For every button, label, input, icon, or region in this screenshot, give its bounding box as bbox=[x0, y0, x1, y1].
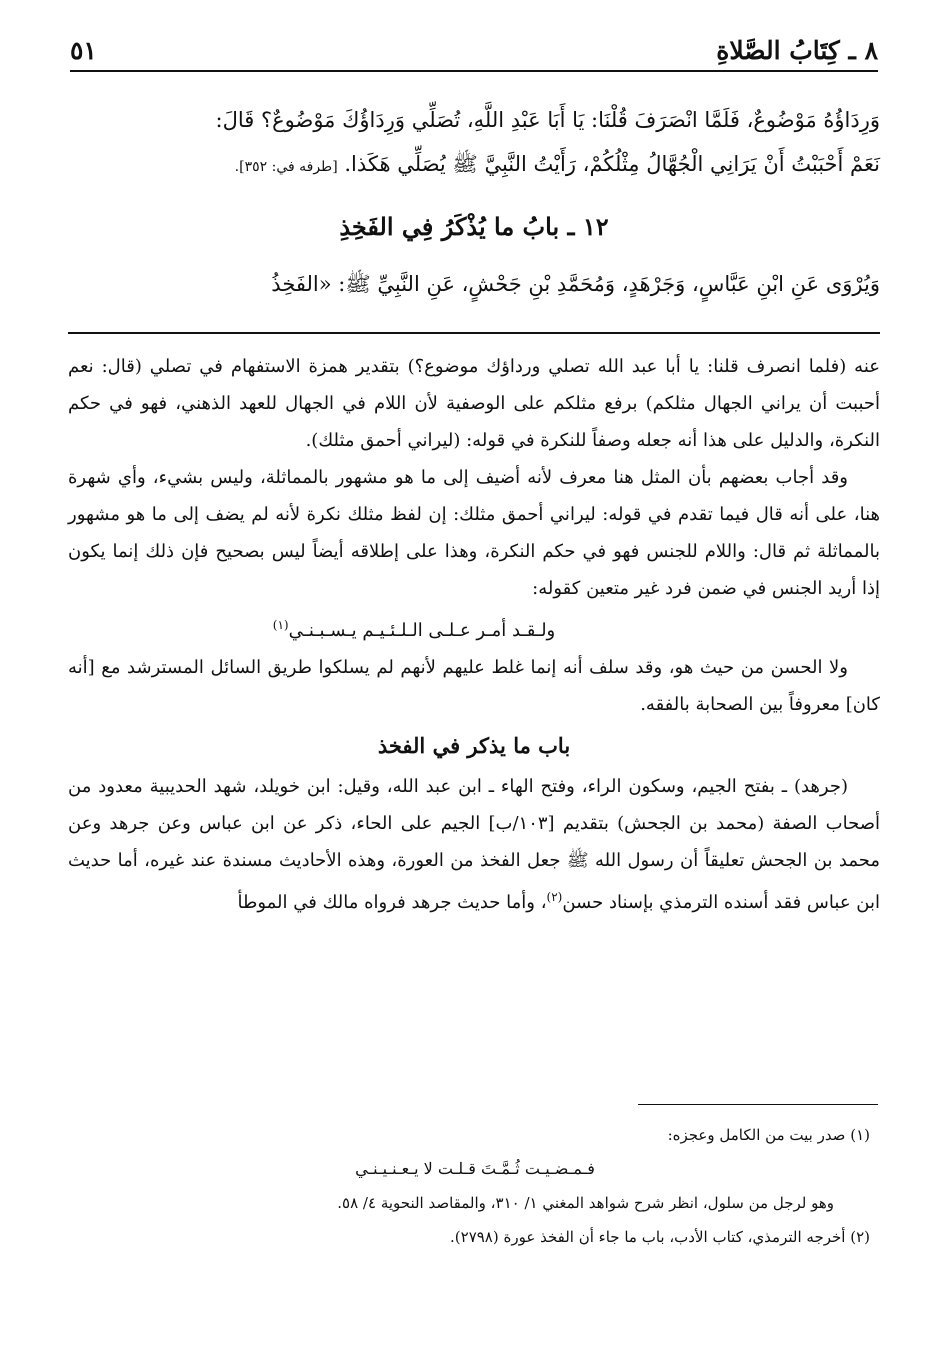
footnote-1-continuation: وهو لرجل من سلول، انظر شرح شواهد المغني ١/ ٣١٠، والمقاصد النحوية ٤/ ٥٨. bbox=[337, 1194, 834, 1212]
commentary-paragraph-4 bbox=[68, 768, 880, 921]
chapter-title: ٨ ـ كِتَابُ الصَّلاةِ bbox=[716, 35, 878, 65]
page-header bbox=[70, 30, 878, 72]
commentary-paragraph-4-tail: ، وأما حديث جرهد فرواه مالك في الموطأ bbox=[237, 892, 547, 913]
hadith-line-2-text: نَعَمْ أَحْبَبْتُ أَنْ يَرَانِي الْجُهَّالُ مِثْلُكُمْ، رَأَيْتُ النَّبِيَّ ﷺ يُصَلِّي هَكَذا. bbox=[344, 152, 880, 176]
poem-verse-text: ولـقـد أمـر عـلـى الـلـئـيـم يـسـبـنـي bbox=[288, 620, 556, 641]
footnote-marker-1: (١) bbox=[272, 618, 289, 632]
commentary-paragraph-3: ولا الحسن من حيث هو، وقد سلف أنه إنما غلط عليهم لأنهم لم يسلكوا طريق السائل المسترشد مع [أنه كان] معروفاً بين الصحابة بالفقه. bbox=[68, 657, 880, 715]
footnote-2-number: (٢) bbox=[850, 1228, 870, 1246]
footnote-rule bbox=[638, 1104, 878, 1105]
page-number: ٥١ bbox=[70, 35, 97, 65]
section-narration: وَيُرْوَى عَنِ ابْنِ عَبَّاسٍ، وَجَرْهَدٍ، وَمُحَمَّدِ بْنِ جَحْشٍ، عَنِ النَّبِيِّ ﷺ: «الفَخِذُ bbox=[271, 272, 880, 296]
subheading: باب ما يذكر في الفخذ bbox=[377, 733, 571, 758]
footnote-1-number: (١) bbox=[850, 1126, 870, 1144]
footnote-marker-2: (٢) bbox=[546, 890, 563, 904]
section-title: ١٢ ـ بابُ ما يُذْكَرُ فِي الفَخِذِ bbox=[339, 212, 609, 241]
hadith-line-1: وَرِدَاؤُهُ مَوْضُوعٌ، فَلَمَّا انْصَرَفَ قُلْنَا: يَا أَبَا عَبْدِ اللَّهِ، تُصَلِّي وَرِدَاؤُكَ مَوْضُوعٌ؟ قَالَ: bbox=[215, 108, 880, 132]
footnote-1-verse: فـمـضـيـت ثُـمَّـتَ قـلـت لا يـعـنـيـنـي bbox=[355, 1159, 595, 1178]
commentary-paragraph-1: عنه (فلما انصرف قلنا: يا أبا عبد الله تصلي ورداؤك موضوع؟) بتقدير همزة الاستفهام في تصلي (قال: نعم أحببت أن يراني الجهال مثلكم) برفع مثلكم على الوصفية لأن اللام في الجهال للعهد الذهني، فهو في حكم النكرة، والدليل على هذا أنه جعله وصفاً للنكرة في قوله: (ليراني أحمق مثلك). bbox=[68, 356, 880, 451]
hadith-line-2 bbox=[68, 142, 880, 189]
commentary bbox=[68, 348, 880, 921]
footnote-2 bbox=[80, 1220, 870, 1254]
footnote-2-text: أخرجه الترمذي، كتاب الأدب، باب ما جاء أن الفخذ عورة (٢٧٩٨). bbox=[450, 1228, 846, 1246]
hadith-text bbox=[68, 98, 880, 189]
footnote-1 bbox=[80, 1118, 870, 1152]
commentary-paragraph-4-text: (جرهد) ـ بفتح الجيم، وسكون الراء، وفتح الهاء ـ ابن عبد الله، وقيل: ابن خويلد، شهد الحديبية معدود من أصحاب الصفة (محمد بن الجحش) بتقديم [١٠٣/ب] الجيم على الحاء، ذكر عن ابن عباس وعن جرهد وعن محمد بن الجحش تعليقاً أن رسول الله ﷺ جعل الفخذ من العورة، وهذه الأحاديث مسندة عند غيره، أما حديث ابن عباس فقد أسنده الترمذي بإسناد حسن bbox=[68, 776, 880, 913]
poem-verse bbox=[68, 607, 880, 649]
footnote-1-text: صدر بيت من الكامل وعجزه: bbox=[667, 1126, 846, 1144]
text-commentary-divider bbox=[68, 332, 880, 334]
footnotes bbox=[80, 1118, 870, 1254]
commentary-paragraph-2: وقد أجاب بعضهم بأن المثل هنا معرف لأنه أضيف إلى ما هو مشهور بالمماثلة، وليس بشيء، وأي شهرة هنا، على أنه قال فيما تقدم في قوله: ليراني أحمق مثلك: إن لفظ مثلك نكرة لأنه لم يضف إلى ما هو مشهور بالمماثلة ثم قال: واللام للجنس فهو في حكم النكرة، وهذا على إطلاقه أيضاً ليس بصحيح فإن ذلك إنما يكون إذا أريد الجنس في ضمن فرد غير متعين كقوله: bbox=[68, 467, 880, 599]
hadith-reference: [طرفه في: ٣٥٢]. bbox=[234, 159, 338, 175]
